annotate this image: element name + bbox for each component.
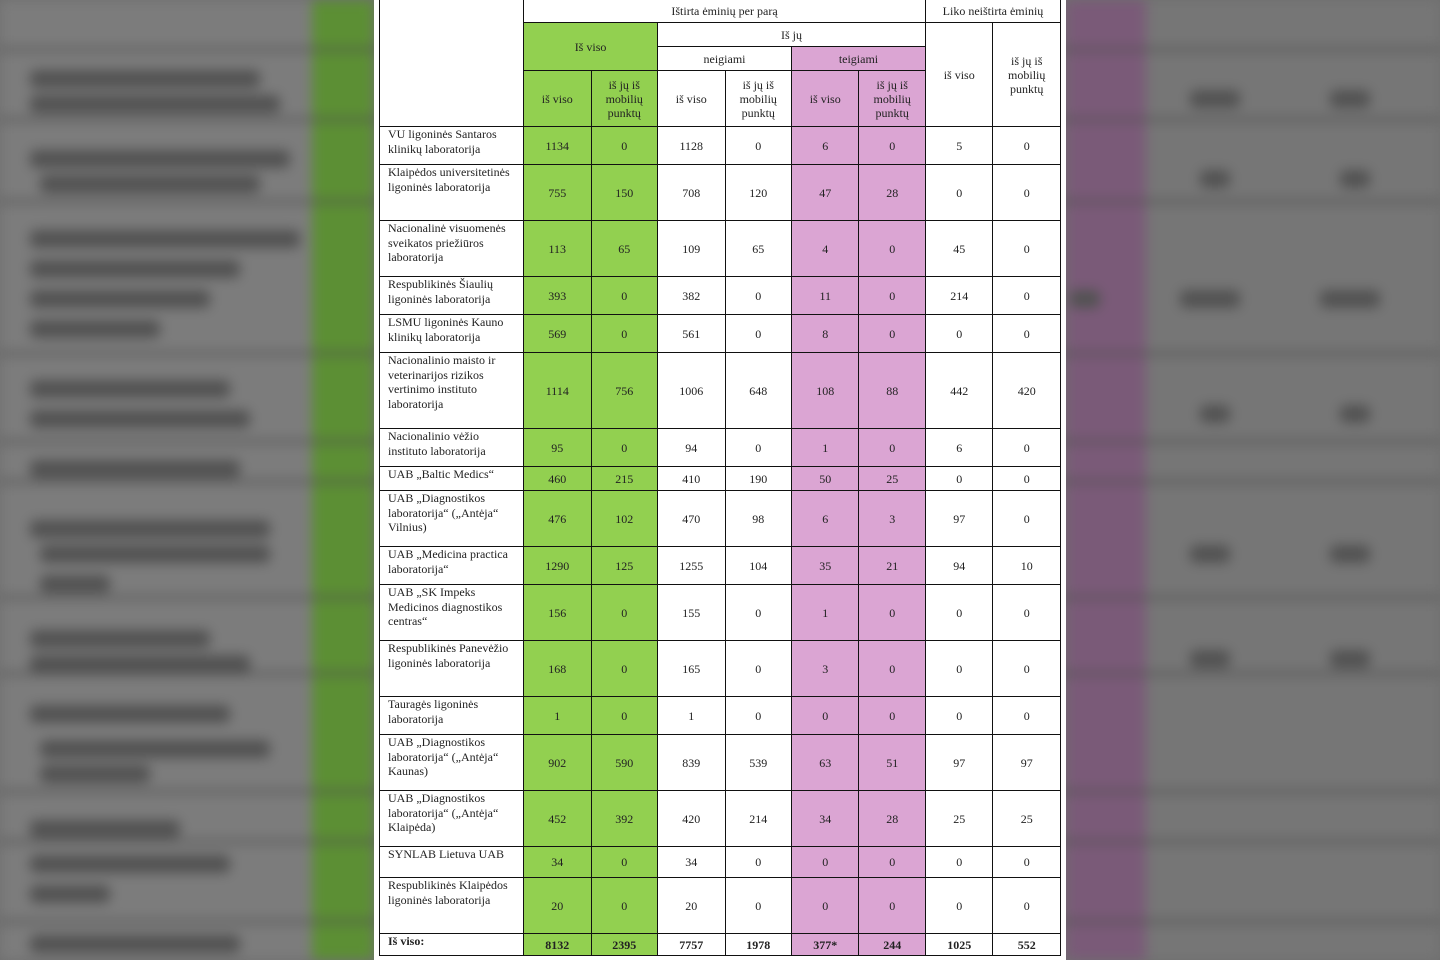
table-row [380,735,1061,791]
remaining-mobile-value: 0 [993,847,1061,878]
positive-mobile-value: 88 [859,353,926,429]
total-mobile-value: 0 [591,127,657,165]
background-text-smudge [30,380,230,398]
remaining-value: 5 [925,127,992,165]
background-text-smudge [30,820,180,838]
positive-value: 4 [791,221,858,277]
remaining-value: 1025 [925,934,992,956]
background-text-smudge [30,630,210,648]
laboratory-name: UAB „Medicina practica laboratorija“ [380,547,524,585]
positive-mobile-value: 28 [859,791,926,847]
total-mobile-value: 0 [591,429,657,467]
negative-value: 410 [658,467,725,491]
positive-mobile-value: 0 [859,221,926,277]
total-mobile-value: 0 [591,641,657,697]
background-text-smudge [40,740,270,758]
total-value: 476 [524,491,591,547]
negative-mobile-value: 190 [725,467,791,491]
background-text-smudge [40,545,270,563]
table-row [380,277,1061,315]
background-text-smudge [1070,290,1100,308]
background-text-smudge [1330,650,1370,668]
negative-mobile-value: 65 [725,221,791,277]
negative-mobile-value: 120 [725,165,791,221]
positive-header: teigiami [791,47,925,71]
table-row [380,429,1061,467]
laboratory-name: Klaipėdos universitetinės ligoninės laboratorija [380,165,524,221]
table-row [380,353,1061,429]
table-row [380,467,1061,491]
negative-mobile-value: 0 [725,315,791,353]
background-text-smudge [40,765,150,783]
total-mobile-value: 0 [591,878,657,934]
background-text-smudge [1190,90,1240,108]
laboratory-name: Nacionalinė visuomenės sveikatos priežiūros laboratorija [380,221,524,277]
table-row [380,585,1061,641]
background-text-smudge [40,575,110,593]
negative-value: 34 [658,847,725,878]
laboratory-table [379,0,1061,956]
positive-value: 6 [791,127,858,165]
remaining-value: 0 [925,878,992,934]
positive-value: 0 [791,847,858,878]
positive-mobile-value: 0 [859,847,926,878]
total-mobile-value: 0 [591,847,657,878]
negative-mobile-value: 1978 [725,934,791,956]
total-sub-header: iš viso [524,71,591,127]
positive-mobile-value: 3 [859,491,926,547]
tested-per-day-header: Ištirta ėminių per parą [524,0,926,23]
of-which-header: Iš jų [658,23,926,47]
remaining-mobile-value: 0 [993,467,1061,491]
positive-value: 6 [791,491,858,547]
negative-value: 1006 [658,353,725,429]
background-text-smudge [1330,545,1370,563]
background-text-smudge [1190,650,1230,668]
total-value: 452 [524,791,591,847]
total-value: 8132 [524,934,591,956]
negative-header: neigiami [658,47,792,71]
positive-value: 377* [791,934,858,956]
total-mobile-value: 215 [591,467,657,491]
positive-sub-header: iš viso [791,71,858,127]
background-text-smudge [30,95,280,113]
background-text-smudge [1320,290,1380,308]
positive-mobile-value: 51 [859,735,926,791]
total-value: 755 [524,165,591,221]
remaining-value: 0 [925,467,992,491]
positive-value: 3 [791,641,858,697]
total-mobile-value: 0 [591,277,657,315]
negative-value: 420 [658,791,725,847]
remaining-mobile-header: iš jų iš mobilių punktų [993,23,1061,127]
total-value: 20 [524,878,591,934]
negative-mobile-value: 104 [725,547,791,585]
total-mobile-value: 0 [591,697,657,735]
negative-value: 708 [658,165,725,221]
negative-value: 109 [658,221,725,277]
table-row [380,791,1061,847]
remaining-mobile-value: 420 [993,353,1061,429]
negative-mobile-value: 214 [725,791,791,847]
total-mobile-value: 65 [591,221,657,277]
negative-mobile-value: 0 [725,697,791,735]
total-value: 1114 [524,353,591,429]
negative-mobile-value: 539 [725,735,791,791]
background-text-smudge [40,175,260,193]
laboratory-name: Respublikinės Panevėžio ligoninės laboratorija [380,641,524,697]
background-text-smudge [30,260,240,278]
negative-value: 155 [658,585,725,641]
total-value: 156 [524,585,591,641]
remaining-value: 25 [925,791,992,847]
total-mobile-value: 756 [591,353,657,429]
laboratory-name: Respublikinės Klaipėdos ligoninės laboratorija [380,878,524,934]
laboratory-name: UAB „Diagnostikos laboratorija“ („Antėja“ Vilnius) [380,491,524,547]
background-text-smudge [30,320,160,338]
total-value: 460 [524,467,591,491]
positive-value: 1 [791,429,858,467]
table-row [380,221,1061,277]
background-text-smudge [30,70,260,88]
negative-value: 1 [658,697,725,735]
background-text-smudge [1200,405,1230,423]
background-text-smudge [30,290,210,308]
remaining-value: 214 [925,277,992,315]
negative-mobile-value: 0 [725,585,791,641]
positive-mobile-value: 0 [859,878,926,934]
positive-mobile-value: 28 [859,165,926,221]
positive-mobile-value: 0 [859,127,926,165]
table-row [380,697,1061,735]
positive-value: 47 [791,165,858,221]
remaining-value: 0 [925,585,992,641]
table-row [380,491,1061,547]
remaining-value: 0 [925,315,992,353]
remaining-value: 0 [925,165,992,221]
positive-mobile-value: 0 [859,585,926,641]
laboratory-name: SYNLAB Lietuva UAB [380,847,524,878]
background-text-smudge [30,705,230,723]
positive-mobile-value: 0 [859,641,926,697]
totals-row [380,934,1061,956]
remaining-mobile-value: 552 [993,934,1061,956]
background-text-smudge [1330,90,1370,108]
positive-value: 34 [791,791,858,847]
negative-value: 382 [658,277,725,315]
laboratory-name: UAB „Diagnostikos laboratorija“ („Antėja“ Kaunas) [380,735,524,791]
total-mobile-value: 2395 [591,934,657,956]
negative-value: 165 [658,641,725,697]
negative-mobile-value: 0 [725,641,791,697]
remaining-total-header: iš viso [925,23,992,127]
background-text-smudge [1340,170,1370,188]
positive-value: 8 [791,315,858,353]
remaining-mobile-value: 0 [993,277,1061,315]
negative-sub-header: iš viso [658,71,725,127]
background-text-smudge [1180,290,1240,308]
background-text-smudge [1340,405,1370,423]
total-value: 1290 [524,547,591,585]
positive-value: 0 [791,697,858,735]
totals-label: Iš viso: [380,934,524,956]
background-text-smudge [1200,170,1230,188]
negative-mobile-value: 98 [725,491,791,547]
remaining-mobile-value: 0 [993,641,1061,697]
laboratory-name: Nacionalinio maisto ir veterinarijos rizikos vertinimo instituto laboratorija [380,353,524,429]
total-mobile-value: 392 [591,791,657,847]
remaining-mobile-value: 10 [993,547,1061,585]
table-row [380,847,1061,878]
table-row [380,547,1061,585]
background-text-smudge [30,410,250,428]
negative-value: 1128 [658,127,725,165]
remaining-mobile-value: 0 [993,429,1061,467]
laboratory-name: Tauragės ligoninės laboratorija [380,697,524,735]
table-row [380,165,1061,221]
remaining-mobile-value: 0 [993,221,1061,277]
remaining-value: 0 [925,697,992,735]
positive-value: 108 [791,353,858,429]
remaining-mobile-value: 97 [993,735,1061,791]
remaining-value: 0 [925,641,992,697]
laboratory-name: Respublikinės Šiaulių ligoninės laboratorija [380,277,524,315]
remaining-value: 45 [925,221,992,277]
positive-mobile-sub-header: iš jų iš mobilių punktų [859,71,926,127]
total-mobile-value: 0 [591,585,657,641]
remaining-mobile-value: 0 [993,491,1061,547]
total-value: 1134 [524,127,591,165]
negative-mobile-value: 0 [725,878,791,934]
laboratory-name: UAB „SK Impeks Medicinos diagnostikos centras“ [380,585,524,641]
total-mobile-value: 0 [591,315,657,353]
remaining-header: Liko neištirta ėminių [925,0,1060,23]
remaining-mobile-value: 0 [993,878,1061,934]
positive-mobile-value: 21 [859,547,926,585]
negative-value: 839 [658,735,725,791]
total-mobile-value: 125 [591,547,657,585]
negative-value: 94 [658,429,725,467]
background-text-smudge [30,885,110,903]
positive-mobile-value: 0 [859,277,926,315]
total-mobile-value: 150 [591,165,657,221]
positive-mobile-value: 0 [859,315,926,353]
laboratory-name: UAB „Baltic Medics“ [380,467,524,491]
background-text-smudge [1190,545,1230,563]
total-value: 1 [524,697,591,735]
remaining-mobile-value: 0 [993,127,1061,165]
table-row [380,878,1061,934]
background-text-smudge [30,460,240,478]
total-value: 569 [524,315,591,353]
remaining-mobile-value: 0 [993,165,1061,221]
positive-value: 50 [791,467,858,491]
remaining-mobile-value: 0 [993,697,1061,735]
negative-value: 1255 [658,547,725,585]
remaining-value: 442 [925,353,992,429]
laboratory-name: LSMU ligoninės Kauno klinikų laboratorija [380,315,524,353]
positive-value: 1 [791,585,858,641]
total-value: 95 [524,429,591,467]
negative-value: 7757 [658,934,725,956]
positive-value: 63 [791,735,858,791]
total-value: 168 [524,641,591,697]
document-panel [374,0,1066,960]
background-text-smudge [30,520,270,538]
total-mobile-value: 102 [591,491,657,547]
positive-mobile-value: 0 [859,697,926,735]
positive-mobile-value: 25 [859,467,926,491]
laboratory-name: UAB „Diagnostikos laboratorija“ („Antėja“ Klaipėda) [380,791,524,847]
negative-mobile-value: 0 [725,847,791,878]
positive-mobile-value: 0 [859,429,926,467]
background-text-smudge [30,230,300,248]
total-value: 902 [524,735,591,791]
remaining-value: 94 [925,547,992,585]
negative-mobile-sub-header: iš jų iš mobilių punktų [725,71,791,127]
negative-mobile-value: 0 [725,127,791,165]
positive-value: 0 [791,878,858,934]
background-text-smudge [30,150,290,168]
remaining-value: 97 [925,491,992,547]
header-row-1 [380,0,1061,23]
positive-mobile-value: 244 [859,934,926,956]
laboratory-name: VU ligoninės Santaros klinikų laboratorija [380,127,524,165]
background-text-smudge [30,655,250,673]
remaining-value: 6 [925,429,992,467]
total-value: 34 [524,847,591,878]
negative-mobile-value: 648 [725,353,791,429]
positive-value: 35 [791,547,858,585]
negative-mobile-value: 0 [725,277,791,315]
negative-value: 561 [658,315,725,353]
background-text-smudge [30,935,240,953]
negative-value: 20 [658,878,725,934]
table-row [380,315,1061,353]
total-header: Iš viso [524,23,658,71]
laboratory-name: Nacionalinio vėžio instituto laboratorija [380,429,524,467]
total-value: 113 [524,221,591,277]
table-row [380,641,1061,697]
positive-value: 11 [791,277,858,315]
remaining-mobile-value: 0 [993,585,1061,641]
remaining-mobile-value: 25 [993,791,1061,847]
remaining-value: 0 [925,847,992,878]
negative-value: 470 [658,491,725,547]
table-row [380,127,1061,165]
total-mobile-sub-header: iš jų iš mobilių punktų [591,71,657,127]
corner-cell [380,0,524,127]
negative-mobile-value: 0 [725,429,791,467]
remaining-mobile-value: 0 [993,315,1061,353]
background-text-smudge [30,855,230,873]
total-value: 393 [524,277,591,315]
remaining-value: 97 [925,735,992,791]
total-mobile-value: 590 [591,735,657,791]
